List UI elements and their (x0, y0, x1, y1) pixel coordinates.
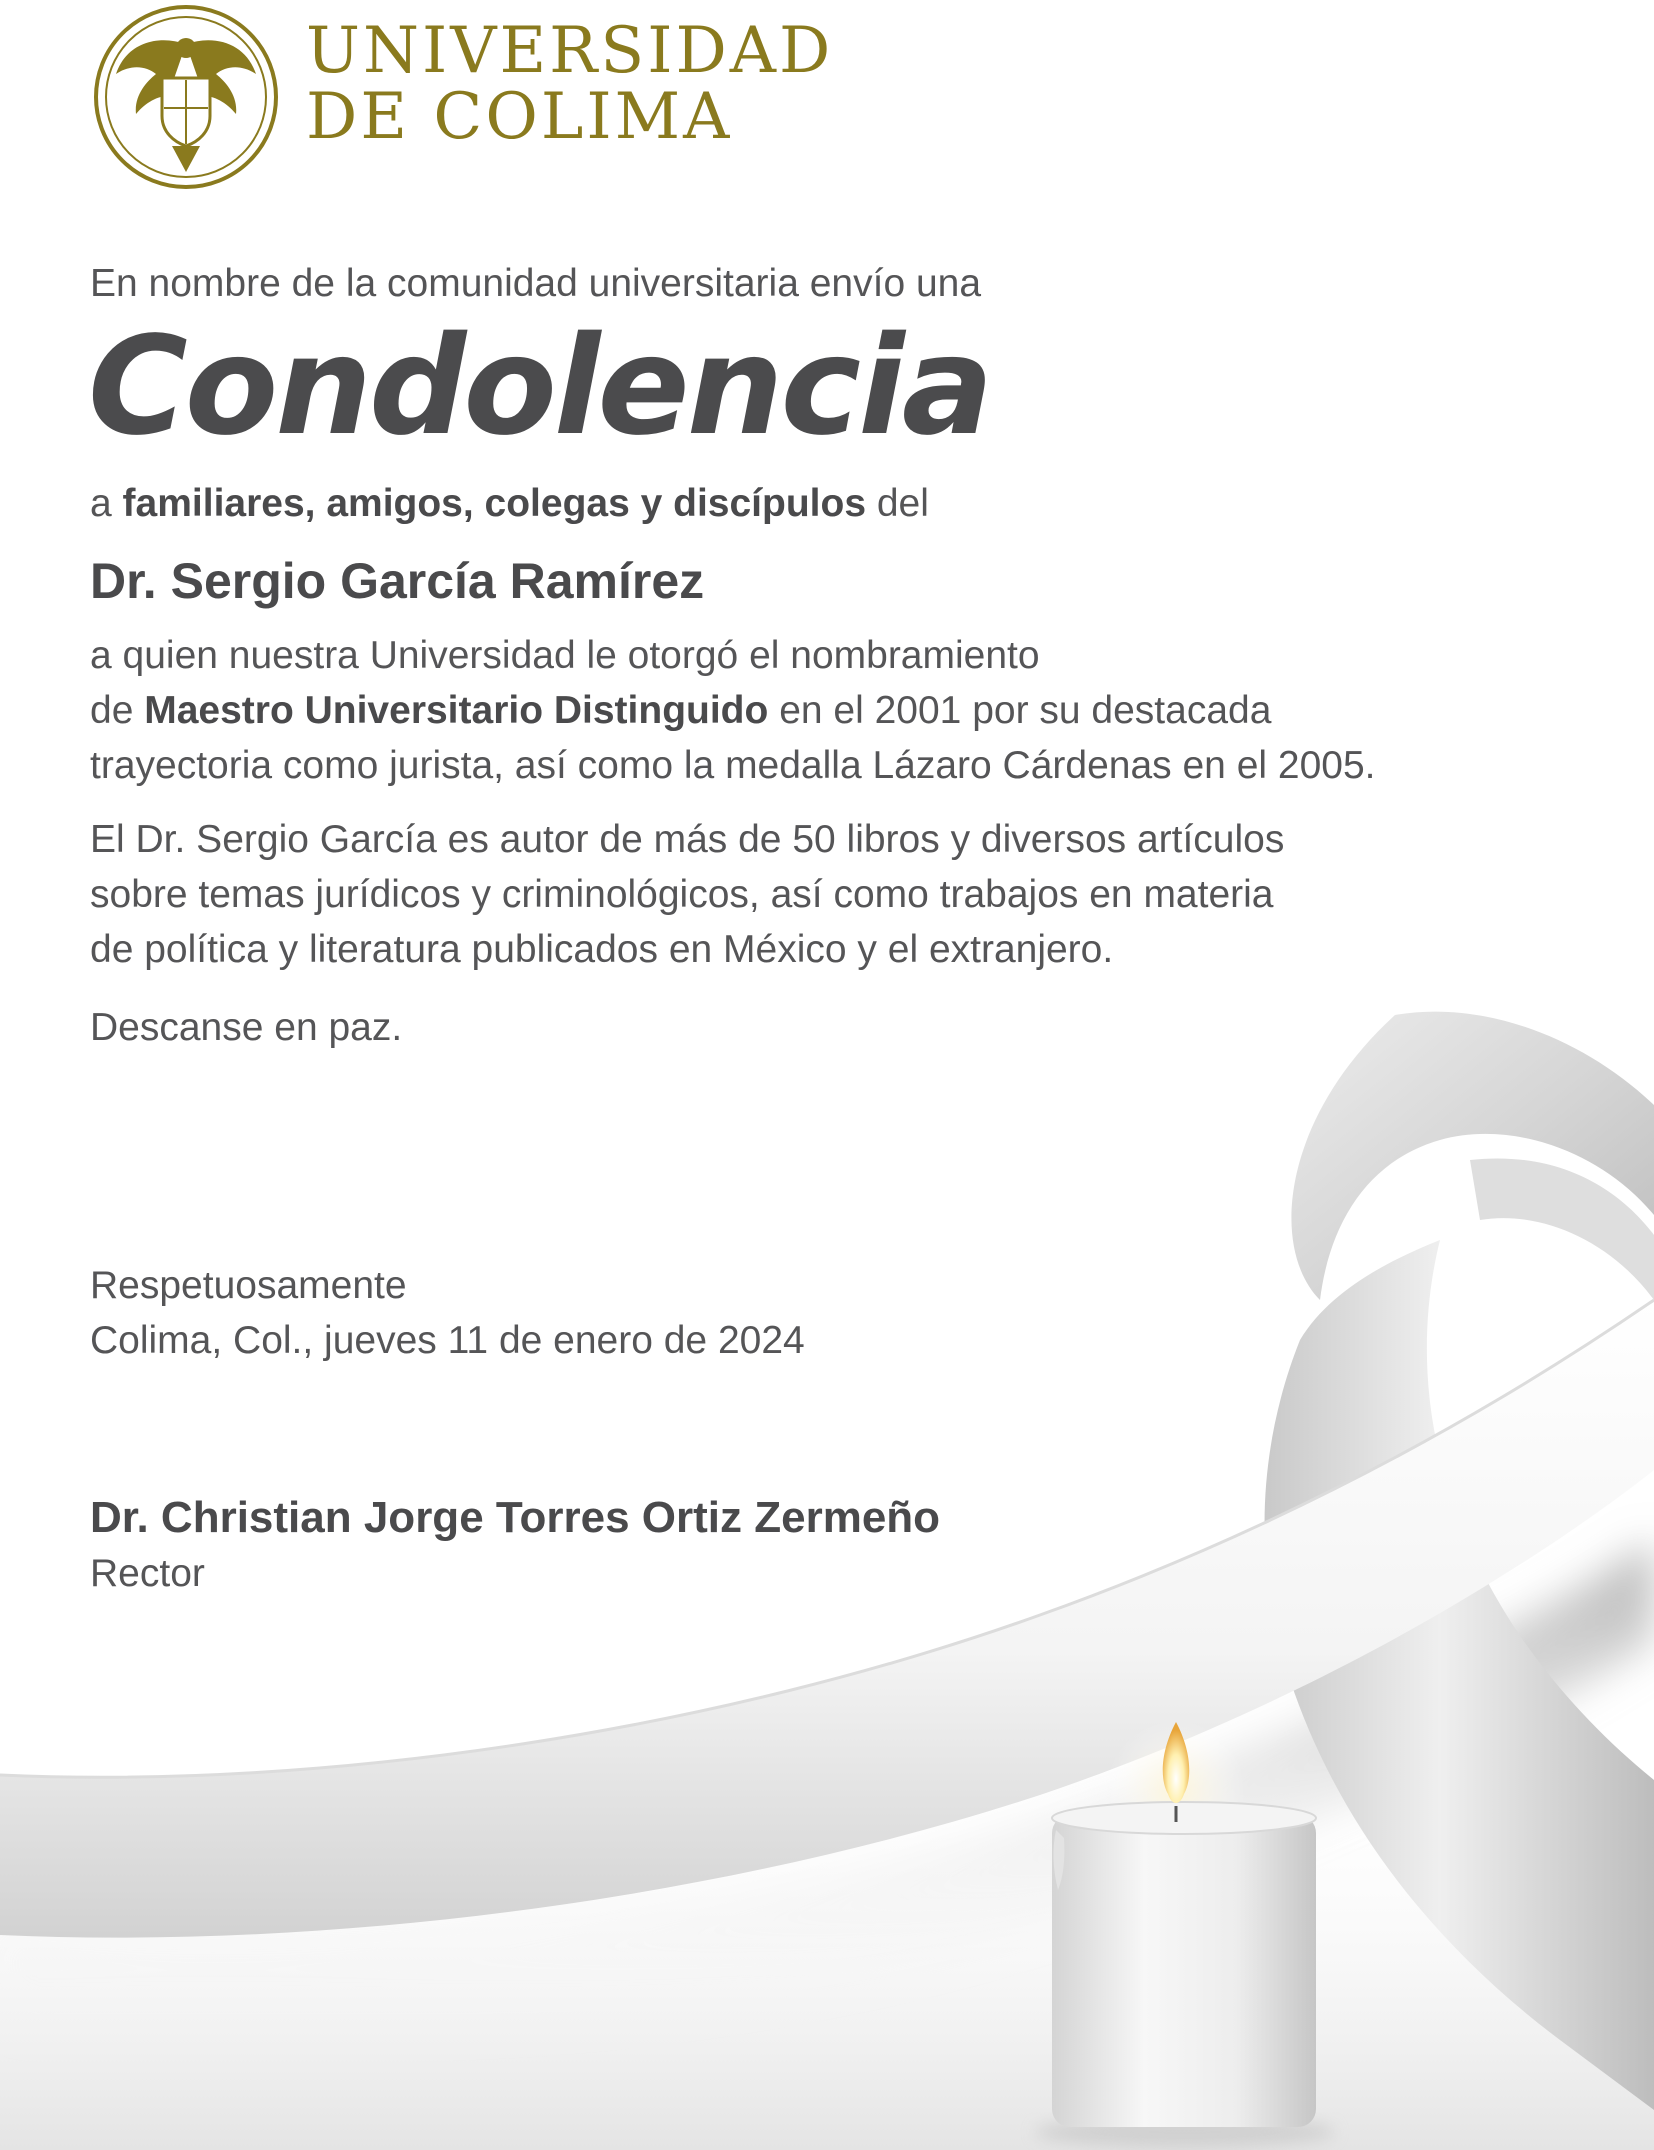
works-line-3: de política y literatura publicados en México y el extranjero. (90, 928, 1114, 971)
recipients-line (90, 476, 929, 531)
honors-line-2-prefix: de (90, 689, 134, 732)
intro-text: En nombre de la comunidad universitaria envío una (90, 262, 982, 305)
works-paragraph (90, 812, 1284, 977)
place-date: Colima, Col., jueves 11 de enero de 2024 (90, 1319, 805, 1362)
deceased-name: Dr. Sergio García Ramírez (90, 553, 705, 609)
works-line-1: El Dr. Sergio García es autor de más de 50 libros y diversos artículos (90, 818, 1285, 861)
university-name-line1: UNIVERSIDAD (306, 14, 834, 88)
honors-line-2-suffix: en el 2001 por su destacada (779, 689, 1272, 732)
honors-title-bold: Maestro Universitario Distinguido (144, 689, 769, 732)
sign-off (90, 1258, 805, 1368)
university-name-line2: DE COLIMA (306, 80, 733, 154)
notice-title: Condolencia (88, 308, 991, 466)
honors-line-2 (90, 683, 1376, 738)
honors-line-1: a quien nuestra Universidad le otorgó el nombramiento (90, 634, 1040, 677)
university-name (306, 14, 834, 154)
closing-text: Descanse en paz. (90, 1006, 403, 1049)
honors-paragraph (90, 628, 1376, 793)
recipients-bold: familiares, amigos, colegas y discípulos (122, 482, 867, 525)
signer-name: Dr. Christian Jorge Torres Ortiz Zermeño (90, 1493, 941, 1542)
recipients-suffix: del (876, 482, 929, 525)
works-line-2: sobre temas jurídicos y criminológicos, así como trabajos en materia (90, 873, 1274, 916)
university-seal-icon (86, 4, 286, 190)
recipients-prefix: a (90, 482, 112, 525)
greeting: Respetuosamente (90, 1264, 407, 1307)
honors-line-3: trayectoria como jurista, así como la medalla Lázaro Cárdenas en el 2005. (90, 744, 1376, 787)
signer-role: Rector (90, 1552, 205, 1595)
